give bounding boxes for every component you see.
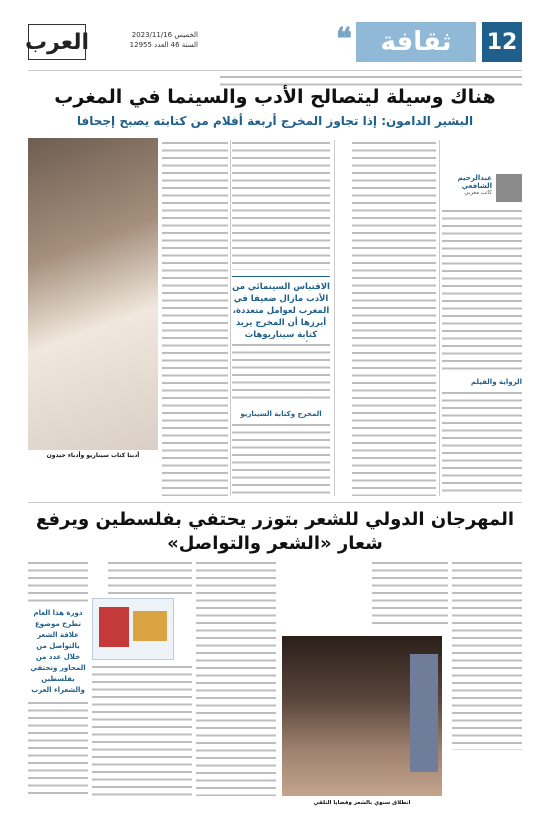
article2-photo-caption: انطلاق سنوي بالشعر وقضايا التلقي [313,800,411,806]
column-rule [439,140,440,496]
section-title: ثقافة [356,22,476,62]
author-name: عبدالرحيم الشافعي [457,174,492,190]
article1-column-1b [442,390,522,494]
page-header [24,22,522,66]
article2-column-1 [452,560,522,750]
article1-column-3b [232,342,330,404]
article1-photo [28,138,158,450]
article2-title: المهرجان الدولي للشعر بتوزر يحتفي بفلسطين ويرفع شعار «الشعر والتواصل» [35,509,515,554]
article2-column-4b [92,664,192,796]
article1-column-1 [442,208,522,372]
article-divider [28,502,522,503]
article1-subhead-1: الرواية والفيلم [470,378,522,386]
column-rule [230,140,231,496]
festival-poster [92,598,174,660]
article1-column-2 [352,140,436,496]
pull-quote: الاقتباس السينمائي من الأدب مازال ضعيفا في المغرب لعوامل متعددة، أبرزها أن المخرج يريد كتابة سيناريوهات [232,276,330,358]
article2-column-5a [28,560,88,604]
photo-backdrop [410,654,438,772]
article2-column-4a [108,560,192,594]
article2-photo [282,636,442,796]
article1-column-3a [232,140,330,270]
article1-title: هناك وسيلة ليتصالح الأدب والسينما في المغرب [54,86,496,108]
article2-column-5b [28,700,88,796]
article1-column-3c [232,422,330,496]
poster-graphic [133,611,167,641]
article2-column-2 [372,560,448,628]
article1-intro [220,74,522,86]
article1-subhead-2: المخرج وكتابة السيناريو [240,410,322,418]
article1-column-4 [162,140,228,496]
page-number: 12 [482,22,522,62]
issue-info [88,30,198,50]
article1-photo-caption: أدبنا كتاب سيناريو وأدباء جيدون [46,452,140,459]
author-avatar [496,174,522,202]
issue-number: السنة 46 العدد 12955 [129,41,198,49]
article1-subtitle: البشير الدامون: إذا تجاوز المخرج أربعة أفلام من كتابته يصبح إجحافا [76,114,474,128]
issue-date: الخميس 2023/11/16 [131,31,198,39]
quote-icon: ❝ [335,22,352,57]
column-rule [334,140,335,496]
author-role: كاتب مغربي [464,190,492,196]
highlight-box: دورة هذا العام تطرح موضوع علاقة الشعر بالتواصل من خلال عدد من المحاور وتحتفي بفلسطين والشعراء العرب [30,609,86,694]
newspaper-logo: العرب [28,24,86,60]
article2-column-3 [196,560,276,796]
poster-graphic [99,607,129,647]
author-byline [442,174,522,202]
header-divider [28,70,522,71]
